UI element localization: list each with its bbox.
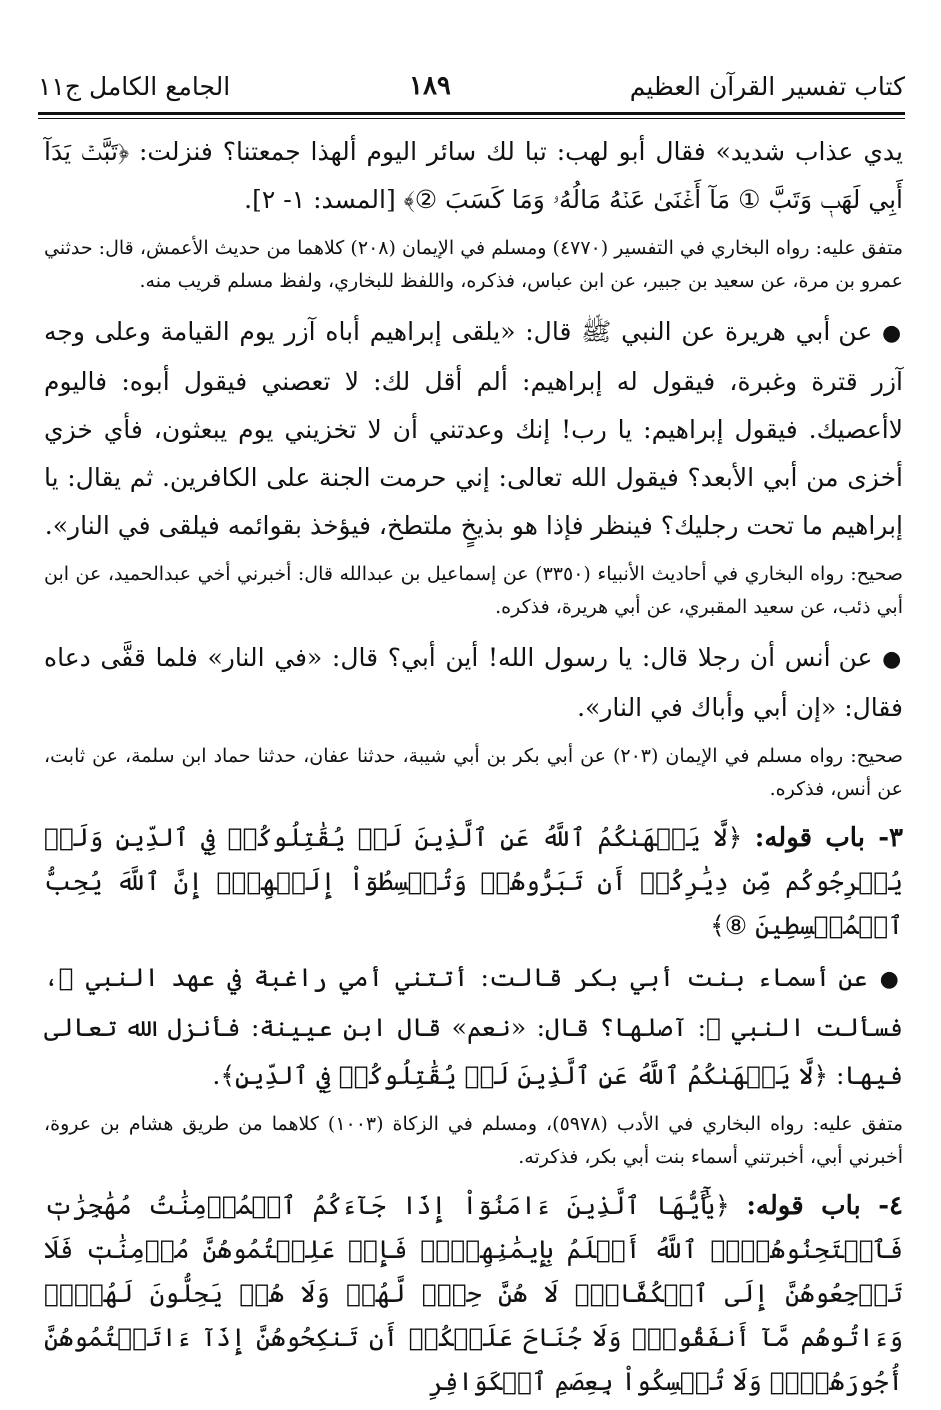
chapter-title: ٣- باب قوله: <box>754 823 903 853</box>
page-number: ١٨٩ <box>409 71 451 101</box>
hadith-text: عن أسماء بنت أبي بكر قالت: أتتني أمي راغبة في عهد النبي ﷺ، فسألت النبي ﷺ: آصلها؟ قال: «نعم» قال ابن عيينة: فأنزل الله تعالى فيها: ﴿لَّا يَنۡهَىٰكُمُ ٱللَّهُ عَنِ ٱلَّذِينَ لَمۡ يُقَٰتِلُوكُمۡ فِي ٱلدِّينِ﴾. <box>44 963 903 1090</box>
text-continuation: يدي عذاب شديد» فقال أبو لهب: تبا لك سائر اليوم ألهذا جمعتنا؟ فنزلت: ﴿تَبَّتۡ يَدَآ أَبِي لَهَبٖ وَتَبَّ ① مَآ أَغۡنَىٰ عَنۡهُ مَالُهُۥ وَمَا كَسَبَ ②﴾ [المسد: ١- ٢]. <box>44 137 903 214</box>
hadith-grading-note: متفق عليه: رواه البخاري في الأدب (٥٩٧٨)، ومسلم في الزكاة (١٠٠٣) كلاهما من طريق هشام بن عروة، أخبرني أبي، أخبرتني أسماء بنت أبي بكر، فذكرته. <box>44 1113 903 1168</box>
hadith-grading-note: صحيح: رواه البخاري في أحاديث الأنبياء (٣٣٥٠) عن إسماعيل بن عبدالله قال: أخبرني أخي عبدالحميد، عن ابن أبي ذئب، عن سعيد المقبري، عن أبي هريرة، فذكره. <box>44 563 903 618</box>
quran-verse: ﴿لَّا يَنۡهَىٰكُمُ ٱللَّهُ عَنِ ٱلَّذِينَ لَمۡ يُقَٰتِلُوكُمۡ فِي ٱلدِّينِ وَلَمۡ يُخۡرِجُوكُم مِّن دِيَٰرِكُمۡ أَن تَبَرُّوهُمۡ وَتُقۡسِطُوٓاْ إِلَيۡهِمۡۚ إِنَّ ٱللَّهَ يُحِبُّ ٱلۡمُقۡسِطِينَ ⑧﴾ <box>44 823 903 940</box>
hadith-text: عن أبي هريرة عن النبي ﷺ قال: «يلقى إبراهيم أباه آزر يوم القيامة وعلى وجه آزر قترة وغبرة، فيقول له إبراهيم: ألم أقل لك: لا تعصني فيقول أبوه: فاليوم لاأعصيك. فيقول إبراهيم: يا رب! إنك وعدتني أن لا تخزيني يوم يبعثون، فأي خزي أخزى من أبي الأبعد؟ فيقول الله تعالى: إني حرمت الجنة على الكافرين. ثم يقال: يا إبراهيم ما تحت رجليك؟ فينظر فإذا هو بذيخٍ ملتطخ، فيؤخذ بقوائمه فيلقى في النار». <box>44 317 903 540</box>
hadith-paragraph <box>44 634 903 732</box>
chapter-title: ٤- باب قوله: <box>746 1191 903 1221</box>
hadith-paragraph <box>44 308 903 550</box>
chapter-heading <box>44 816 903 948</box>
hadith-paragraph <box>44 954 903 1100</box>
header-rule-thin <box>38 118 905 119</box>
header-rule-thick <box>38 112 905 115</box>
bullet-marker: ● <box>881 321 903 346</box>
header-volume-title: الجامع الكامل ج١١ <box>38 71 231 101</box>
bullet-marker: ● <box>879 967 903 992</box>
hadith-grading-note: صحيح: رواه مسلم في الإيمان (٢٠٣) عن أبي بكر بن أبي شيبة، حدثنا عفان، حدثنا حماد ابن سلمة، عن ثابت، عن أنس، فذكره. <box>44 745 903 800</box>
header-book-title: كتاب تفسير القرآن العظيم <box>629 71 905 101</box>
bullet-marker: ● <box>882 647 903 672</box>
hadith-text: عن أنس أن رجلا قال: يا رسول الله! أين أبي؟ قال: «في النار» فلما قفَّى دعاه فقال: «إن أبي وأباك في النار». <box>44 643 903 722</box>
quran-verse: ﴿يَٰٓأَيُّهَا ٱلَّذِينَ ءَامَنُوٓاْ إِذَا جَآءَكُمُ ٱلۡمُؤۡمِنَٰتُ مُهَٰجِرَٰتٖ فَٱمۡتَحِنُوهُنَّۖ ٱللَّهُ أَعۡلَمُ بِإِيمَٰنِهِنَّۖ فَإِنۡ عَلِمۡتُمُوهُنَّ مُؤۡمِنَٰتٖ فَلَا تَرۡجِعُوهُنَّ إِلَى ٱلۡكُفَّارِۖ لَا هُنَّ حِلّٞ لَّهُمۡ وَلَا هُمۡ يَحِلُّونَ لَهُنَّۖ وَءَاتُوهُم مَّآ أَنفَقُواْۚ وَلَا جُنَاحَ عَلَيۡكُمۡ أَن تَنكِحُوهُنَّ إِذَآ ءَاتَيۡتُمُوهُنَّ أُجُورَهُنَّۚ وَلَا تُمۡسِكُواْ بِعِصَمِ ٱلۡكَوَافِرِ <box>44 1191 903 1396</box>
chapter-heading <box>44 1184 903 1404</box>
running-header <box>38 62 905 110</box>
page-body <box>44 128 903 1410</box>
hadith-grading-note: متفق عليه: رواه البخاري في التفسير (٤٧٧٠) ومسلم في الإيمان (٢٠٨) كلاهما من حديث الأعمش، قال: حدثني عمرو بن مرة، عن سعيد بن جبير، عن ابن عباس، فذكره، واللفظ للبخاري، ولفظ مسلم قريب منه. <box>44 237 903 292</box>
